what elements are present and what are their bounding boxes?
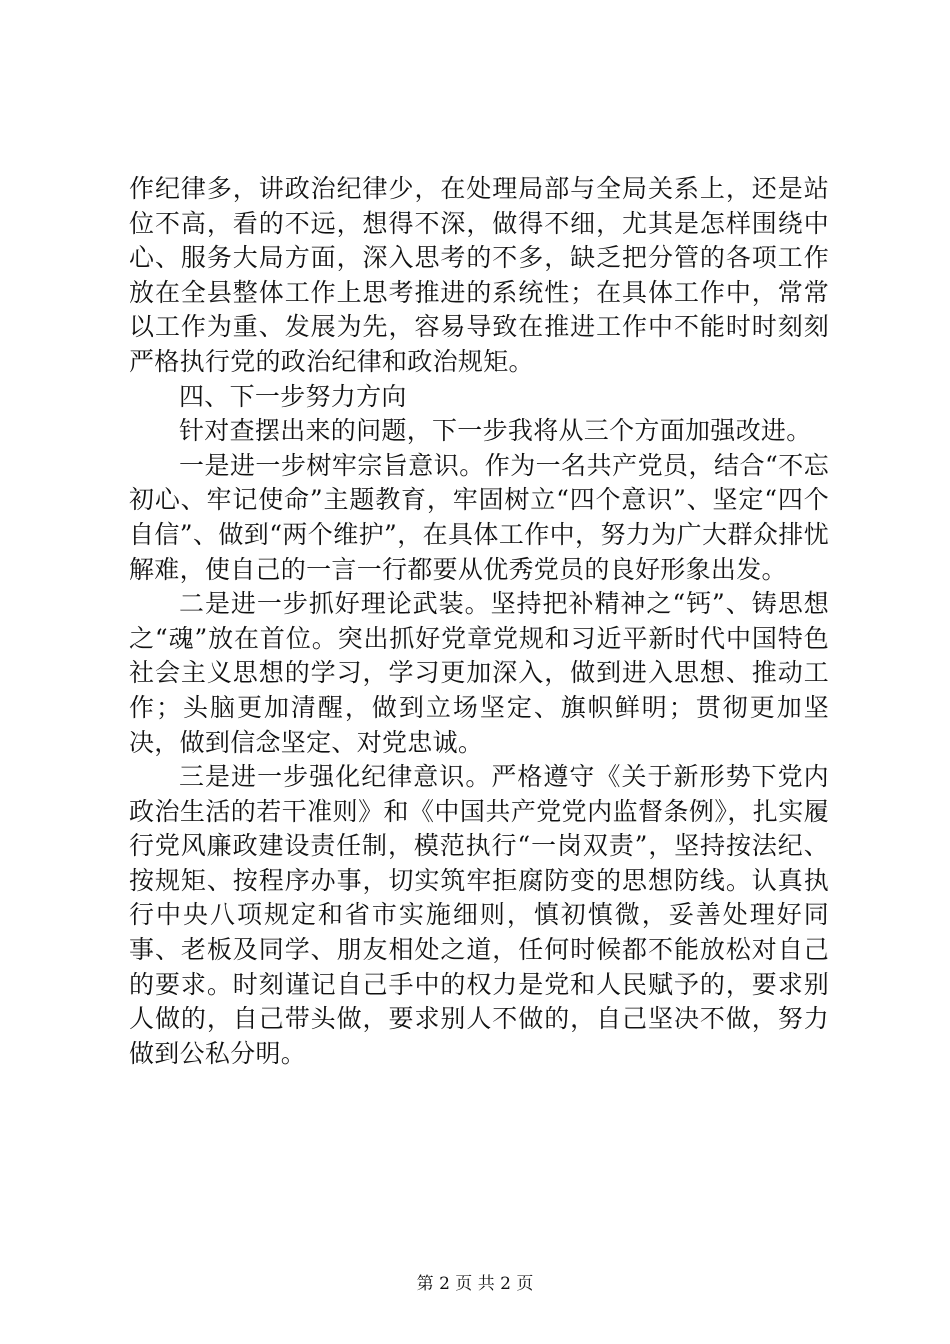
paragraph-point-one: 一是进一步树牢宗旨意识。作为一名共产党员，结合“不忘初心、牢记使命”主题教育，牢固树立“四个意识”、坚定“四个自信”、做到“两个维护”，在具体工作中，努力为广大群众排忧解难，使自己的一言一行都要从优秀党员的良好形象出发。 (129, 450, 829, 584)
page-footer: 第 2 页 共 2 页 (416, 1274, 534, 1294)
paragraph-continuation: 作纪律多，讲政治纪律少，在处理局部与全局关系上，还是站位不高，看的不远，想得不深，做得不细，尤其是怎样围绕中心、服务大局方面，深入思考的不多，缺乏把分管的各项工作放在全县整体工作上思考推进的系统性；在具体工作中，常常以工作为重、发展为先，容易导致在推进工作中不能时时刻刻严格执行党的政治纪律和政治规矩。 (129, 174, 829, 376)
paragraph-point-two: 二是进一步抓好理论武装。坚持把补精神之“钙”、铸思想之“魂”放在首位。突出抓好党章党规和习近平新时代中国特色社会主义思想的学习，学习更加深入，做到进入思想、推动工作；头脑更加清醒，做到立场坚定、旗帜鲜明；贯彻更加坚决，做到信念坚定、对党忠诚。 (129, 589, 829, 757)
paragraph-intro: 针对查摆出来的问题，下一步我将从三个方面加强改进。 (179, 416, 812, 446)
paragraph-point-three: 三是进一步强化纪律意识。严格遵守《关于新形势下党内政治生活的若干准则》和《中国共产党党内监督条例》，扎实履行党风廉政建设责任制，模范执行“一岗双责”，坚持按法纪、按规矩、按程序办事，切实筑牢拒腐防变的思想防线。认真执行中央八项规定和省市实施细则，慎初慎微，妥善处理好同事、老板及同学、朋友相处之道，任何时候都不能放松对自己的要求。时刻谨记自己手中的权力是党和人民赋予的，要求别人做的，自己带头做，要求别人不做的，自己坚决不做，努力做到公私分明。 (129, 762, 829, 1068)
document-body (129, 172, 829, 1071)
section-heading: 四、下一步努力方向 (179, 381, 407, 411)
